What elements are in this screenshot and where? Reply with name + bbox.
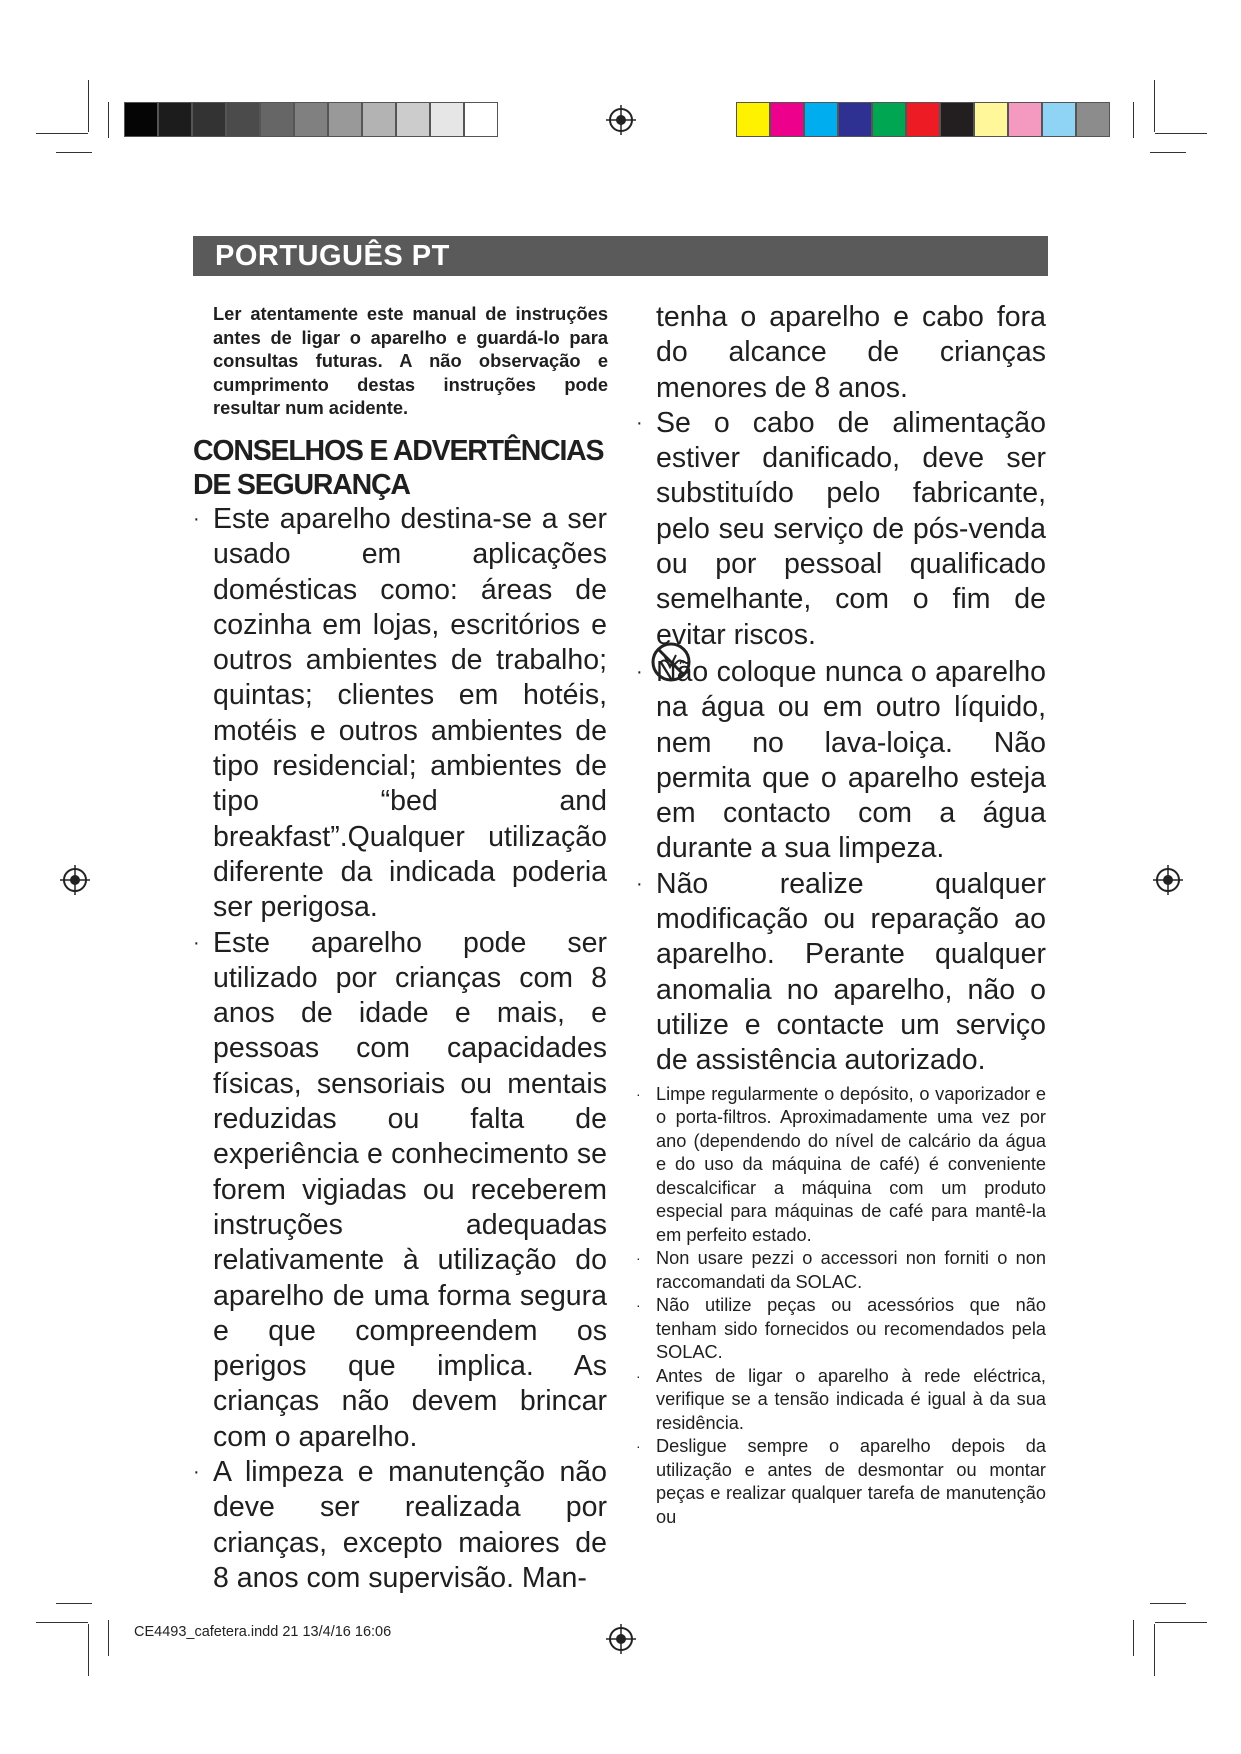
intro-text: Ler atentamente este manual de instruções antes de ligar o aparelho e guardá-lo para consultas futuras. A não observação e cumprimento destas instruções pode resultar num acidente. (213, 303, 608, 418)
intro-paragraph (203, 302, 608, 420)
color-swatch (192, 102, 226, 137)
list-item-text: Se o cabo de alimentação estiver danificado, deve ser substituído pelo fabricante, pelo seu serviço de pós-venda ou por pessoal qualificado semelhante, com o fim de evitar riscos. (656, 406, 1046, 651)
bullet: · (636, 872, 643, 895)
color-swatch (328, 102, 362, 137)
bullet: · (193, 1461, 200, 1484)
color-swatch (940, 102, 974, 137)
color-swatch (838, 102, 872, 137)
list-item-text: Este aparelho pode ser utilizado por crianças com 8 anos de idade e mais, e pessoas com capacidades físicas, sensoriais ou mentais reduzidas ou falta de experiência e conhecimento se forem vigiadas ou receberem instruções adequadas relativamente à utilização do aparelho de uma forma segura e que compreendem os perigos que implica. As crianças não devem brincar com o aparelho. (213, 926, 607, 1453)
registration-mark-icon (606, 1624, 636, 1654)
color-swatch (226, 102, 260, 137)
bullet: · (636, 1085, 641, 1102)
list-item-text: A limpeza e manutenção não deve ser realizada por crianças, excepto maiores de 8 anos com supervisão. Man- (213, 1456, 607, 1594)
continued-paragraph: tenha o aparelho e cabo fora do alcance de crianças menores de 8 anos. (656, 301, 1046, 404)
small-print-list (636, 1083, 1046, 1530)
bullet: · (636, 411, 643, 434)
list-item (193, 926, 607, 1455)
registration-mark-icon (1153, 865, 1183, 895)
color-swatch (770, 102, 804, 137)
color-swatch (396, 102, 430, 137)
list-item (193, 1455, 607, 1596)
list-item (636, 1365, 1046, 1436)
registration-mark-icon (606, 105, 636, 135)
bullet: · (193, 931, 200, 954)
color-swatch (430, 102, 464, 137)
color-swatch (260, 102, 294, 137)
list-item (636, 1247, 1046, 1294)
list-item-text: Não utilize peças ou acessórios que não tenham sido fornecidos ou recomendados pela SOLAC. (656, 1295, 1046, 1363)
no-water-immersion-icon (650, 641, 692, 683)
list-item (636, 867, 1046, 1079)
list-item (636, 1083, 1046, 1248)
file-slug: CE4493_cafetera.indd 21 13/4/16 16:06 (134, 1624, 392, 1640)
list-item-text: Não coloque nunca o aparelho na água ou em outro líquido, nem no lava-loiça. Não permita que o aparelho esteja em contacto com a água durante a sua limpeza. (656, 655, 1046, 865)
color-swatch (872, 102, 906, 137)
list-item-text: Desligue sempre o aparelho depois da utilização e antes de desmontar ou montar peças e realizar qualquer tarefa de manutenção ou (656, 1436, 1046, 1527)
color-swatch (974, 102, 1008, 137)
list-item (636, 1435, 1046, 1529)
color-swatch (464, 102, 498, 137)
bullet: · (636, 1438, 641, 1455)
bullet: · (636, 1250, 641, 1267)
list-item-text: Não realize qualquer modificação ou reparação ao aparelho. Perante qualquer anomalia no aparelho, não o utilize e contacte um serviço de assistência autorizado. (656, 867, 1046, 1077)
list-item (636, 655, 1046, 867)
color-swatch (906, 102, 940, 137)
language-header-band (193, 236, 1048, 276)
bullet: · (636, 660, 643, 683)
language-label: PORTUGUÊS PT (215, 240, 450, 272)
color-swatch (1042, 102, 1076, 137)
list-item-text: Limpe regularmente o depósito, o vaporizador e o porta-filtros. Aproximadamente uma vez por ano (dependendo do nível de calcário da água e do uso da máquina de café) é conveniente descalcificar a máquina com um produto especial para máquinas de café para mantê-la em perfeito estado. (656, 1083, 1046, 1245)
list-item-text: Non usare pezzi o accessori non forniti o non raccomandati da SOLAC. (656, 1248, 1046, 1292)
registration-mark-icon (60, 865, 90, 895)
color-swatch (804, 102, 838, 137)
color-swatch (1076, 102, 1110, 137)
right-column (636, 300, 1046, 1529)
continued-text (636, 300, 1046, 406)
bullet: · (636, 1367, 641, 1384)
color-swatch (362, 102, 396, 137)
list-item (636, 1294, 1046, 1365)
bullet: · (636, 1297, 641, 1314)
color-swatch (158, 102, 192, 137)
list-item-text: Antes de ligar o aparelho à rede eléctrica, verifique se a tensão indicada é igual à da sua residência. (656, 1365, 1046, 1433)
color-swatch (736, 102, 770, 137)
color-swatch (1008, 102, 1042, 137)
section-title: CONSELHOS E ADVERTÊNCIAS DE SEGURANÇA (193, 435, 604, 501)
list-item (636, 406, 1046, 653)
bullet: · (193, 508, 200, 530)
left-column (193, 502, 607, 1596)
list-item-text: Este aparelho destina-se a ser usado em aplicações domésticas como: áreas de cozinha em lojas, escritórios e outros ambientes de trabalho; quintas; clientes em hotéis, motéis e outros ambientes de tipo residencial; ambientes de tipo “bed and breakfast”.Qualquer utilização diferente da indicada poderia ser perigosa. (213, 503, 607, 924)
color-swatch (294, 102, 328, 137)
list-item (193, 502, 607, 926)
color-swatch (124, 102, 158, 137)
